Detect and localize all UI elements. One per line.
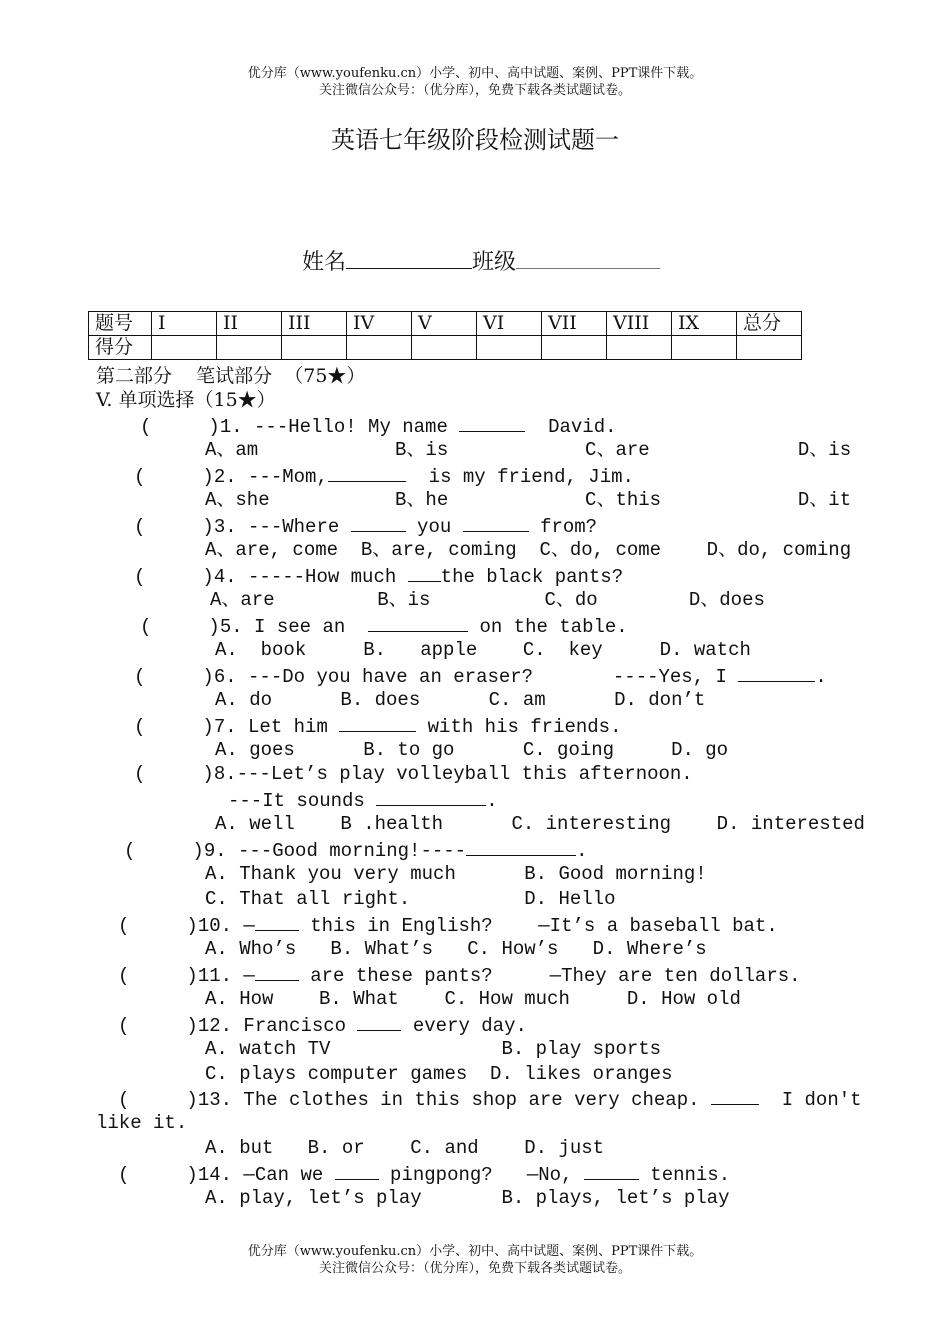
- question-13-wrap: like it.: [96, 1112, 188, 1134]
- question-6-options: A. do B. does C. am D. don’t: [215, 689, 706, 711]
- answer-blank[interactable]: [466, 837, 576, 856]
- score-cell[interactable]: [672, 336, 737, 360]
- question-stem: 6. ---Do you have an eraser? ----Yes, I: [213, 666, 739, 688]
- page-title: 英语七年级阶段检测试题一: [331, 126, 619, 154]
- question-3: [134, 513, 597, 540]
- question-paren[interactable]: ( ): [124, 840, 204, 862]
- question-stem: 11. —: [197, 965, 255, 987]
- question-4: [134, 563, 623, 590]
- score-table-col: VI: [477, 312, 542, 336]
- score-table-col: VII: [542, 312, 607, 336]
- score-table-col: V: [412, 312, 477, 336]
- question-stem: 9. ---Good morning!----: [203, 840, 467, 862]
- part2-heading: 第二部分 笔试部分 （75★）: [96, 365, 366, 387]
- question-paren[interactable]: ( ): [118, 915, 198, 937]
- answer-blank[interactable]: [584, 1161, 639, 1180]
- answer-blank[interactable]: [335, 1161, 379, 1180]
- question-13-options: A. but B. or C. and D. just: [205, 1137, 605, 1159]
- question-5: [140, 613, 628, 640]
- question-stem: 8.---Let’s play volleyball this afternoon.: [213, 763, 693, 785]
- score-cell[interactable]: [282, 336, 347, 360]
- name-class-line: [288, 220, 660, 276]
- score-table: [88, 311, 802, 360]
- question-stem: on the table.: [468, 616, 628, 638]
- answer-blank[interactable]: [339, 713, 416, 732]
- question-stem: 13. The clothes in this shop are very cheap.: [197, 1089, 711, 1111]
- question-stem: are these pants? —They are ten dollars.: [298, 965, 801, 987]
- question-stem: 5. I see an: [219, 616, 369, 638]
- question-stem: 1. ---Hello! My name: [219, 416, 460, 438]
- question-stem: from?: [528, 516, 598, 538]
- question-stem: .: [486, 790, 498, 812]
- answer-blank[interactable]: [255, 962, 299, 981]
- score-cell[interactable]: [152, 336, 217, 360]
- answer-blank[interactable]: [463, 513, 529, 532]
- score-table-col: I: [152, 312, 217, 336]
- answer-blank[interactable]: [459, 413, 525, 432]
- question-12-options-2: C. plays computer games D. likes oranges: [205, 1063, 673, 1085]
- answer-blank[interactable]: [376, 787, 486, 806]
- question-2: [134, 463, 634, 490]
- question-9: [124, 837, 587, 864]
- score-cell[interactable]: [347, 336, 412, 360]
- question-13: [118, 1086, 862, 1113]
- question-stem: 2. ---Mom,: [213, 466, 328, 488]
- answer-blank[interactable]: [711, 1086, 759, 1105]
- question-paren[interactable]: ( ): [118, 1164, 198, 1186]
- score-table-row2-label: 得分: [89, 336, 152, 360]
- score-table-col: II: [217, 312, 282, 336]
- answer-blank[interactable]: [351, 513, 406, 532]
- answer-blank[interactable]: [357, 1012, 401, 1031]
- question-paren[interactable]: ( ): [134, 566, 214, 588]
- question-stem: 7. Let him: [213, 716, 340, 738]
- question-11-options: A. How B. What C. How much D. How old: [205, 988, 741, 1010]
- question-stem: is my friend, Jim.: [405, 466, 634, 488]
- question-paren[interactable]: ( ): [134, 716, 214, 738]
- question-7-options: A. goes B. to go C. going D. go: [215, 739, 729, 761]
- question-paren[interactable]: ( ): [118, 965, 198, 987]
- question-stem: the black pants?: [440, 566, 624, 588]
- question-paren[interactable]: ( ): [118, 1015, 198, 1037]
- question-1-options: A、am B、is C、are D、is: [205, 439, 852, 461]
- question-stem: 14. —Can we: [197, 1164, 335, 1186]
- score-table-score-row: [89, 336, 802, 360]
- question-12-options-1: A. watch TV B. play sports: [205, 1038, 662, 1060]
- question-stem: 3. ---Where: [213, 516, 351, 538]
- score-table-col: VIII: [607, 312, 672, 336]
- class-label: 班级: [472, 250, 517, 275]
- question-paren[interactable]: ( ): [134, 763, 214, 785]
- answer-blank[interactable]: [408, 563, 441, 582]
- header-line-1: 优分库（www.youfenku.cn）小学、初中、高中试题、案例、PPT课件下载。: [247, 66, 703, 81]
- question-4-options: A、are B、is C、do D、does: [210, 589, 765, 611]
- question-8-line2: [228, 787, 498, 814]
- footer-line-2: 关注微信公众号：（优分库），免费下载各类试题试卷。: [318, 1261, 631, 1276]
- question-stem: you: [405, 516, 463, 538]
- question-stem: this in English? —It’s a baseball bat.: [298, 915, 778, 937]
- question-1: [140, 413, 617, 440]
- answer-blank[interactable]: [255, 912, 299, 931]
- question-stem: 12. Francisco: [197, 1015, 358, 1037]
- question-paren[interactable]: ( ): [134, 516, 214, 538]
- score-cell[interactable]: [217, 336, 282, 360]
- score-cell[interactable]: [737, 336, 802, 360]
- footer-line-1: 优分库（www.youfenku.cn）小学、初中、高中试题、案例、PPT课件下载。: [247, 1244, 703, 1259]
- question-11: [118, 962, 801, 989]
- score-cell[interactable]: [607, 336, 672, 360]
- question-8: [134, 762, 693, 787]
- score-cell[interactable]: [542, 336, 607, 360]
- question-paren[interactable]: ( ): [140, 416, 220, 438]
- question-6: [134, 663, 827, 690]
- section5-heading: V. 单项选择（15★）: [96, 389, 276, 411]
- score-table-col-total: 总分: [737, 312, 802, 336]
- question-stem: David.: [525, 416, 617, 438]
- answer-blank[interactable]: [368, 613, 468, 632]
- question-stem: with his friends.: [416, 716, 622, 738]
- question-stem: 4. -----How much: [213, 566, 408, 588]
- question-9-options-2: C. That all right. D. Hello: [205, 888, 616, 910]
- question-stem: pingpong? —No,: [378, 1164, 584, 1186]
- question-stem: every day.: [401, 1015, 527, 1037]
- question-paren[interactable]: ( ): [134, 666, 214, 688]
- answer-blank[interactable]: [738, 663, 815, 682]
- name-blank[interactable]: [346, 246, 472, 269]
- score-table-col: IV: [347, 312, 412, 336]
- class-blank[interactable]: [516, 246, 660, 269]
- question-10: [118, 912, 778, 939]
- question-stem: ---It sounds: [228, 790, 377, 812]
- question-7: [134, 713, 621, 740]
- question-10-options: A. Who’s B. What’s C. How’s D. Where’s: [205, 938, 707, 960]
- question-paren[interactable]: ( ): [140, 616, 220, 638]
- score-cell[interactable]: [477, 336, 542, 360]
- question-2-options: A、she B、he C、this D、it: [205, 489, 852, 511]
- question-stem: .: [576, 840, 588, 862]
- question-9-options-1: A. Thank you very much B. Good morning!: [205, 863, 707, 885]
- score-table-header-row: [89, 312, 802, 336]
- score-table-row1-label: 题号: [89, 312, 152, 336]
- question-stem: .: [815, 666, 827, 688]
- name-label: 姓名: [302, 250, 347, 275]
- question-paren[interactable]: ( ): [134, 466, 214, 488]
- question-5-options: A. book B. apple C. key D. watch: [215, 639, 751, 661]
- score-cell[interactable]: [412, 336, 477, 360]
- question-14-options: A. play, let’s play B. plays, let’s play: [205, 1187, 730, 1209]
- question-14: [118, 1161, 730, 1188]
- score-table-col: IX: [672, 312, 737, 336]
- answer-blank[interactable]: [328, 463, 406, 482]
- score-table-col: III: [282, 312, 347, 336]
- question-12: [118, 1012, 527, 1039]
- question-paren[interactable]: ( ): [118, 1089, 198, 1111]
- question-stem: 10. —: [197, 915, 255, 937]
- question-8-options: A. well B .health C. interesting D. interested: [215, 813, 865, 835]
- header-line-2: 关注微信公众号：（优分库），免费下载各类试题试卷。: [318, 83, 631, 98]
- question-stem: I don't: [758, 1089, 862, 1111]
- question-stem: tennis.: [638, 1164, 731, 1186]
- question-3-options: A、are, come B、are, coming C、do, come D、do, coming: [205, 539, 852, 561]
